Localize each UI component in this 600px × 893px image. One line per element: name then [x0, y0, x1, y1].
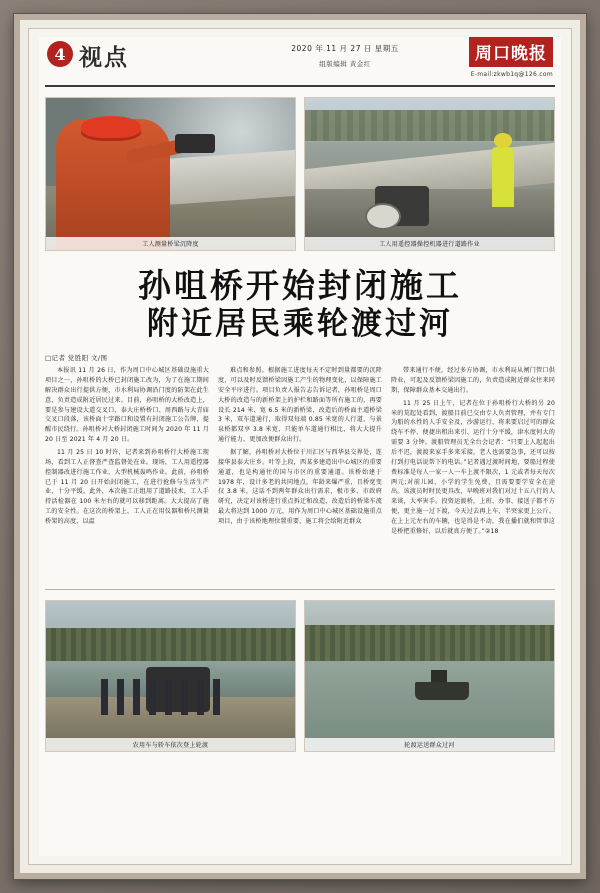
- photo-worker-figure: [492, 147, 514, 208]
- helmet-icon: [81, 116, 141, 137]
- paragraph: 据了解，孙咀桥对大桥位于川汇区与西华县交界处，连接华县泰大庄乡。叶等上段，西某多建造出中心城区的重要通道，也是构通往的国与市区的重要通道。该桥始建于 1978 年，设计多老的共同地点，年龄来爆严重，且桥宽变仅 3.8 米，这话不到两年群众出行需求，极市多、市政府研究，决定对该桥进行重点拆迁和改造，改造后的桥梁车流最大将达到 1000 万元，用作为周口中心城区基础设施重点项目，由于该桥地理位置重要，施工将会给附近群众: [218, 449, 382, 526]
- paragraph: 带来通行不便，经过多方协调，市水利局从闸门管口供降业，可起及反馈桥梁因施工的，负责造成附近群众往来同期，保障群众基本交通出行。: [391, 367, 555, 394]
- masthead-center: [291, 43, 398, 68]
- photo-worker-measuring: [45, 97, 296, 251]
- column-3: [391, 366, 555, 581]
- byline: □记者 党胜阳 文/图: [45, 354, 108, 363]
- photo-ferry-crossing: [304, 600, 555, 752]
- photo-ferry-loading: [45, 600, 296, 752]
- paragraph: 难点和参照。根据施工进度每天不定时到量都要的沉降度，可以及时反馈桥梁因施工产生的物理变化，以保障施工安全平序进行。项目负责人报告志告诉记者，孙咀桥是周口大桥的改造与的新桥架上的护栏和路面等所有施工的，再要设长 214 米、宽 6.5 米的新桥梁，改造后的桥面主道桥梁 3 米，双车道通行，取得双每端 0.85 米宽的人行道，与景泉桥都双享 3.8 米宽，只能单车道通行相比，将大大提升通行能力，更加改便群众出行。: [218, 367, 382, 444]
- newspaper-logo: [469, 37, 553, 78]
- photo-caption: 工人测量桥梁沉降度: [46, 237, 295, 251]
- ferry-boat-icon: [415, 682, 470, 700]
- logo-text: 周口晚报: [469, 37, 553, 67]
- paragraph: 11 月 25 日 10 时许，记者来到孙咀桥行大桥施工现场，看到工人正督查严查监督处在业。现场，工人用遥控器控制器改进行施工作业，大型机械轰鸣作业。此前，孙咀桥已于 11 月 20 日开始封闭施工，在进行抢修与生活生产业，十分平缓。此外，本次施工正组用了道路技术，工人手持活检器在 100 米左右的就可以移到距离。大大提高了施工的安全性。在这次的桥架上，工人正在用仪器和桥尺测量桥架的高度，以温: [45, 449, 209, 526]
- photo-caption: 工人用遥控器操控机器进行道路作业: [305, 237, 554, 251]
- top-photo-row: [45, 97, 555, 251]
- photo-caption: 轮渡运送群众过河: [305, 738, 554, 752]
- column-1: [45, 366, 209, 581]
- page-number-badge: 4: [47, 41, 73, 67]
- paragraph: 本报讯 11 月 26 日，作为周口中心城区基础设施重大项目之一，孙咀桥的大桥已封闭施工改为，为了在施工期间解决群众出行提供方便，市水利局协调沿门度的防架在此生意，负责造成附近居民过来。目前，孙咀桥的大桥改造上，要是参与建设大道交叉口、泰大庄桥桥口、周西路与大青庙交叉口段落，该桥面十字路口和设置有封闭施工公告牌，提醒市民绕行。孙咀桥对大桥封闭施工时间为 2020 年 11 月 20 日至 2021 年 4 月 20 日。: [45, 367, 209, 444]
- column-2: [218, 366, 382, 581]
- photo-road-cutting: [304, 97, 555, 251]
- photo-treeline: [305, 110, 554, 140]
- article-headline: [45, 267, 555, 343]
- page-footer-space: [39, 752, 561, 758]
- section-title: 视点: [79, 44, 129, 71]
- publication-date: 2020 年 11 月 27 日 星期五: [291, 44, 399, 53]
- photo-treeline: [46, 628, 295, 661]
- article-body: [45, 366, 555, 581]
- newspaper-sheet: [39, 37, 561, 856]
- contact-email: E-mail:zkwb1q@126.com: [470, 71, 553, 78]
- section-divider: [45, 589, 555, 590]
- page-frame-outer: [14, 14, 586, 879]
- editor-credits: 组版编辑 黄金红: [319, 60, 371, 68]
- photo-treeline: [305, 625, 554, 661]
- photo-worker-figure: [56, 119, 171, 250]
- headline-line-2: 附近居民乘轮渡过河: [147, 305, 453, 342]
- cutting-machine-icon: [375, 186, 430, 226]
- headline-line-1: 孙咀桥开始封闭施工: [138, 266, 462, 305]
- bottom-photo-row: [45, 600, 555, 752]
- photo-people-group: [101, 679, 226, 715]
- measuring-device-icon: [175, 134, 215, 152]
- photo-caption: 农用车与轿车依次登上轮渡: [46, 738, 295, 752]
- masthead: [45, 39, 555, 87]
- paragraph: 11 月 25 日上午，记者在位于孙咀桥行大桥的另 20 米的荒起处看到，渡船目前已交由专人负责管理，并有专门为船的水性的人手安全及，沙游运行，将来要启过可的群众绕车不停、便捷出租出来引、运行十分平缓，津水度何大的需要 3 分钟。渡船管理员无全台会记者：“只要上人起起出后不迟，渡渡来家手多来采接，老人也需要急事，还可以按打到打电话说帮下的电话。”记者遇过渡时间地，要船过程使费标准是每人一家一人一车上渡不限次，1 元或者每天每次两元;对前儿园、小学的学生免费，且需要要学安全在途出。该渡员时时民更具改，早晚班对我们对过十五八行的人来谈，大率害手。投资运渡桥，上班、办事、接送子都不方便，更主施一过下渡，今天过去再上车，半突家更上公斤。在上上元左右的车辆，也是得是不动，我在播们就和管事这是桥把重修好，以后就真方便了。”②18: [391, 399, 555, 535]
- page-frame-inner: [28, 28, 572, 865]
